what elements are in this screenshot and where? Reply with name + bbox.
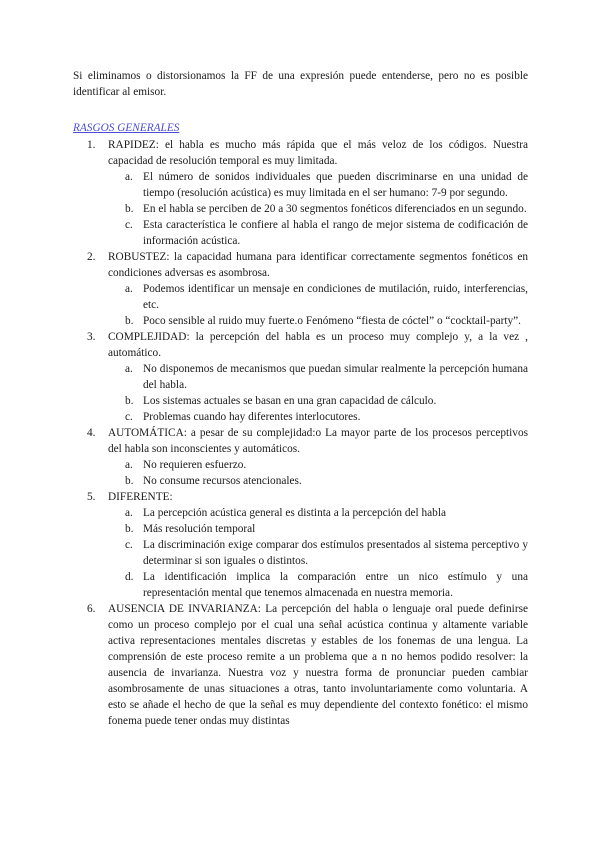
- list-item-number: 3.: [87, 331, 96, 343]
- sub-list-letter: b.: [125, 315, 134, 327]
- sub-list-letter: d.: [125, 571, 134, 583]
- list-item-text: AUTOMÁTICA: a pesar de su complejidad:o La mayor parte de los procesos perceptivos del habla son inconscientes y automáticos.: [108, 427, 528, 455]
- sub-list-letter: c.: [125, 411, 133, 423]
- sub-list-text: Podemos identificar un mensaje en condiciones de mutilación, ruido, interferencias, etc.: [143, 283, 528, 311]
- sub-list-text: Los sistemas actuales se basan en una gran capacidad de cálculo.: [143, 395, 437, 407]
- sub-list-item: [73, 281, 528, 313]
- sub-list-text: La identificación implica la comparación entre un nico estímulo y una representación mental que tenemos almacenada en nuestra memoria.: [143, 571, 528, 599]
- sub-list-letter: a.: [125, 459, 133, 471]
- sub-list-letter: c.: [125, 219, 133, 231]
- list-item: [73, 489, 528, 505]
- list-item: [73, 249, 528, 281]
- sub-list-item: [73, 569, 528, 601]
- sub-list-letter: a.: [125, 283, 133, 295]
- sub-list-text: La discriminación exige comparar dos estímulos presentados al sistema perceptivo y determinar si son iguales o distintos.: [143, 539, 528, 567]
- list-item: [73, 601, 528, 729]
- sub-list-letter: b.: [125, 523, 134, 535]
- sub-list-item: [73, 361, 528, 393]
- sub-list-text: Esta característica le confiere al habla el rango de mejor sistema de codificación de información acústica.: [143, 219, 528, 247]
- sub-list-text: Más resolución temporal: [143, 523, 256, 535]
- intro-paragraph: Si eliminamos o distorsionamos la FF de una expresión puede entenderse, pero no es posible identificar al emisor.: [73, 70, 528, 98]
- sub-list-item: [73, 537, 528, 569]
- list-item-text: RAPIDEZ: el habla es mucho más rápida que el más veloz de los códigos. Nuestra capacidad de resolución temporal es muy limitada.: [108, 139, 528, 167]
- list-item: [73, 425, 528, 457]
- sub-list-text: No disponemos de mecanismos que puedan simular realmente la percepción humana del habla.: [143, 363, 528, 391]
- sub-list-letter: b.: [125, 475, 134, 487]
- sub-list-item: [73, 169, 528, 201]
- sub-list-text: Poco sensible al ruido muy fuerte.o Fenómeno “fiesta de cóctel” o “cocktail-party”.: [143, 315, 521, 327]
- numbered-list: [73, 137, 528, 729]
- list-item-text: DIFERENTE:: [108, 491, 173, 503]
- list-item-number: 4.: [87, 427, 96, 439]
- sub-list-text: No requieren esfuerzo.: [143, 459, 247, 471]
- list-item: [73, 329, 528, 361]
- sub-list-letter: b.: [125, 203, 134, 215]
- sub-list-item: [73, 473, 528, 489]
- list-item-text: COMPLEJIDAD: la percepción del habla es un proceso muy complejo y, a la vez , automático.: [108, 331, 528, 359]
- sub-list-text: En el habla se perciben de 20 a 30 segmentos fonéticos diferenciados en un segundo.: [143, 203, 527, 215]
- list-item: [73, 137, 528, 169]
- sub-list-letter: c.: [125, 539, 133, 551]
- list-item-number: 5.: [87, 491, 96, 503]
- list-item-text: ROBUSTEZ: la capacidad humana para identificar correctamente segmentos fonéticos en condiciones adversas es asombrosa.: [108, 251, 528, 279]
- sub-list-letter: a.: [125, 171, 133, 183]
- list-item-number: 6.: [87, 603, 96, 615]
- list-item-text: AUSENCIA DE INVARIANZA: La percepción del habla o lenguaje oral puede definirse como un proceso complejo por el cual una señal acústica continua y altamente variable activa representaciones mentales discretas y estables de los fonemas de una lengua. La comprensión de este proceso remite a un problema que a n no hemos podido resolver: la ausencia de invarianza. Nuestra voz y nuestra forma de pronunciar pueden cambiar asombrosamente de unas situaciones a otras, tanto involuntariamente como voluntaria. A esto se añade el hecho de que la señal es muy dependiente del contexto fonético: el mismo fonema puede tener ondas muy distintas: [108, 603, 528, 727]
- list-item-number: 2.: [87, 251, 96, 263]
- sub-list-item: [73, 457, 528, 473]
- sub-list-text: Problemas cuando hay diferentes interlocutores.: [143, 411, 361, 423]
- sub-list-text: No consume recursos atencionales.: [143, 475, 302, 487]
- list-item-number: 1.: [87, 139, 96, 151]
- sub-list-letter: a.: [125, 507, 133, 519]
- sub-list-item: [73, 505, 528, 521]
- sub-list-text: El número de sonidos individuales que pueden discriminarse en una unidad de tiempo (resolución acústica) es muy limitada en el ser humano: 7-9 por segundo.: [143, 171, 528, 199]
- sub-list-letter: b.: [125, 395, 134, 407]
- section-heading[interactable]: RASGOS GENERALES: [73, 122, 180, 134]
- sub-list-letter: a.: [125, 363, 133, 375]
- sub-list-item: [73, 201, 528, 217]
- sub-list-item: [73, 393, 528, 409]
- sub-list-item: [73, 521, 528, 537]
- sub-list-item: [73, 409, 528, 425]
- sub-list-item: [73, 313, 528, 329]
- sub-list-item: [73, 217, 528, 249]
- sub-list-text: La percepción acústica general es distinta a la percepción del habla: [143, 507, 446, 519]
